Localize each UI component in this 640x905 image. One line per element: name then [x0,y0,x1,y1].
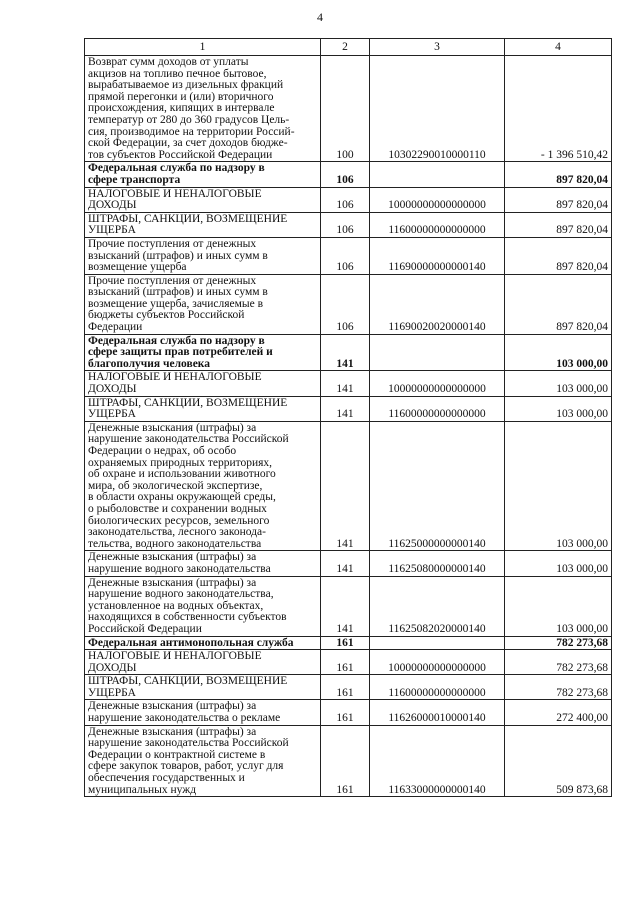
table-row [85,675,612,700]
column-header: 2 [321,39,370,56]
row-amount-cell: 103 000,00 [505,396,612,421]
row-code-cell: 161 [321,725,370,797]
row-name-cell: Денежные взыскания (штрафы) за нарушение водного законодательства, установленное на водных объектах, находящихся в собственности субъектов Российской Федерации [85,576,321,636]
row-code-cell: 106 [321,274,370,334]
row-kbk-cell: 11600000000000000 [370,396,505,421]
table-row [85,56,612,162]
table-row [85,237,612,274]
row-code-cell: 141 [321,396,370,421]
row-name-cell: НАЛОГОВЫЕ И НЕНАЛОГОВЫЕ ДОХОДЫ [85,650,321,675]
row-kbk-cell [370,162,505,187]
row-amount-cell: 782 273,68 [505,650,612,675]
row-kbk-cell: 11690000000000140 [370,237,505,274]
row-kbk-cell: 10302290010000110 [370,56,505,162]
row-amount-cell: 897 820,04 [505,212,612,237]
row-amount-cell: 509 873,68 [505,725,612,797]
row-code-cell: 106 [321,187,370,212]
page-number: 4 [317,10,323,24]
row-amount-cell: 897 820,04 [505,237,612,274]
column-header: 4 [505,39,612,56]
row-name-cell: Федеральная служба по надзору в сфере защиты прав потребителей и благополучия человека [85,334,321,371]
row-amount-cell: 272 400,00 [505,700,612,725]
row-kbk-cell: 11633000000000140 [370,725,505,797]
row-code-cell: 161 [321,636,370,650]
row-name-cell: Федеральная служба по надзору в сфере транспорта [85,162,321,187]
row-amount-cell: 103 000,00 [505,421,612,551]
table-row [85,421,612,551]
row-name-cell: ШТРАФЫ, САНКЦИИ, ВОЗМЕЩЕНИЕ УЩЕРБА [85,675,321,700]
row-kbk-cell: 11690020020000140 [370,274,505,334]
row-amount-cell: 897 820,04 [505,187,612,212]
row-amount-cell: 897 820,04 [505,162,612,187]
table-row [85,371,612,396]
column-header: 3 [370,39,505,56]
table-row [85,650,612,675]
row-name-cell: НАЛОГОВЫЕ И НЕНАЛОГОВЫЕ ДОХОДЫ [85,187,321,212]
row-kbk-cell [370,334,505,371]
row-kbk-cell: 11625000000000140 [370,421,505,551]
row-code-cell: 106 [321,162,370,187]
table-row [85,576,612,636]
row-amount-cell: 782 273,68 [505,636,612,650]
row-amount-cell: - 1 396 510,42 [505,56,612,162]
table-header-row [85,39,612,56]
row-amount-cell: 103 000,00 [505,334,612,371]
row-kbk-cell: 11600000000000000 [370,675,505,700]
revenue-table [84,38,612,797]
row-code-cell: 141 [321,421,370,551]
row-code-cell: 100 [321,56,370,162]
row-amount-cell: 103 000,00 [505,371,612,396]
row-code-cell: 141 [321,371,370,396]
row-name-cell: НАЛОГОВЫЕ И НЕНАЛОГОВЫЕ ДОХОДЫ [85,371,321,396]
row-name-cell: Денежные взыскания (штрафы) за нарушение водного законодательства [85,551,321,576]
row-name-cell: Прочие поступления от денежных взысканий (штрафов) и иных сумм в возмещение ущерба [85,237,321,274]
row-kbk-cell: 11625082020000140 [370,576,505,636]
row-kbk-cell: 10000000000000000 [370,371,505,396]
table-row [85,274,612,334]
row-kbk-cell [370,636,505,650]
row-amount-cell: 103 000,00 [505,576,612,636]
row-kbk-cell: 11626000010000140 [370,700,505,725]
row-code-cell: 161 [321,675,370,700]
row-amount-cell: 782 273,68 [505,675,612,700]
table-row [85,636,612,650]
table-row [85,700,612,725]
row-code-cell: 141 [321,334,370,371]
row-kbk-cell: 10000000000000000 [370,650,505,675]
row-name-cell: Федеральная антимонопольная служба [85,636,321,650]
row-code-cell: 161 [321,700,370,725]
row-name-cell: Возврат сумм доходов от уплаты акцизов на топливо печное бытовое, вырабатываемое из дизельных фракций прямой перегонки и (или) вторичного происхождения, кипящих в интервале температур от 280 до 360 градусов Цель- сия, производимое на территории Россий- ской Федерации, за счет доходов бюдже- тов субъектов Российской Федерации [85,56,321,162]
row-code-cell: 161 [321,650,370,675]
row-name-cell: ШТРАФЫ, САНКЦИИ, ВОЗМЕЩЕНИЕ УЩЕРБА [85,396,321,421]
row-name-cell: Денежные взыскания (штрафы) за нарушение законодательства Российской Федерации о контрактной системе в сфере закупок товаров, работ, услуг для обеспечения государственных и муниципальных нужд [85,725,321,797]
row-kbk-cell: 11600000000000000 [370,212,505,237]
table-row [85,212,612,237]
row-code-cell: 106 [321,237,370,274]
row-kbk-cell: 10000000000000000 [370,187,505,212]
column-header: 1 [85,39,321,56]
row-name-cell: ШТРАФЫ, САНКЦИИ, ВОЗМЕЩЕНИЕ УЩЕРБА [85,212,321,237]
row-name-cell: Прочие поступления от денежных взысканий (штрафов) и иных сумм в возмещение ущерба, зачисляемые в бюджеты субъектов Российской Федерации [85,274,321,334]
row-name-cell: Денежные взыскания (штрафы) за нарушение законодательства о рекламе [85,700,321,725]
row-code-cell: 141 [321,576,370,636]
row-kbk-cell: 11625080000000140 [370,551,505,576]
row-amount-cell: 103 000,00 [505,551,612,576]
table-row [85,162,612,187]
table-row [85,725,612,797]
table-row [85,551,612,576]
row-code-cell: 106 [321,212,370,237]
row-name-cell: Денежные взыскания (штрафы) за нарушение законодательства Российской Федерации о недрах, об особо охраняемых природных территориях, об охране и использовании животного мира, об экологической экспертизе, в области охраны окружающей среды, о рыболовстве и сохранении водных биологических ресурсов, земельного законодательства, лесного законода- тельства, водного законодательства [85,421,321,551]
table-row [85,187,612,212]
table-row [85,334,612,371]
row-code-cell: 141 [321,551,370,576]
table-row [85,396,612,421]
row-amount-cell: 897 820,04 [505,274,612,334]
